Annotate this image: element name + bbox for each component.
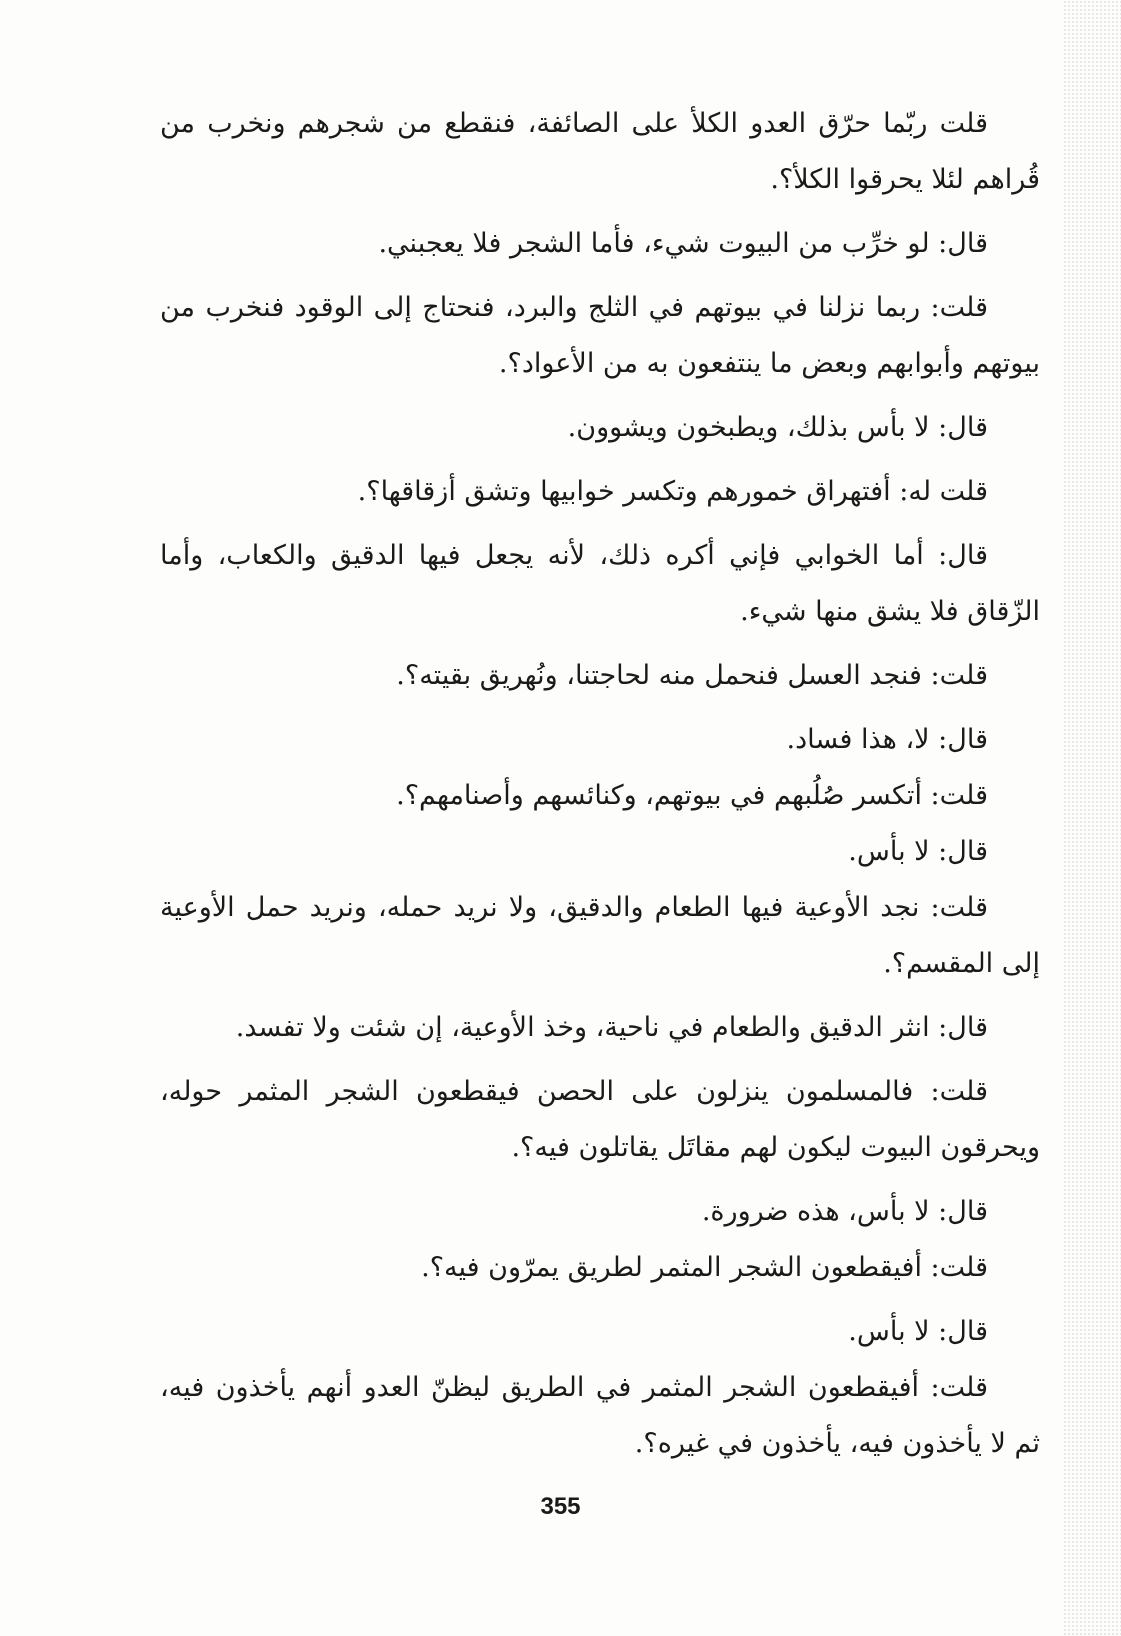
- paragraph: قال: أما الخوابي فإني أكره ذلك، لأنه يجعل فيها الدقيق والكعاب، وأما الزّقاق فلا يشق منها شيء.: [160, 540, 1040, 627]
- paragraph: قال: لا بأس.: [848, 1316, 988, 1347]
- scan-edge-shadow: [1063, 0, 1121, 1636]
- paragraph: قلت: فنجد العسل فنحمل منه لحاجتنا، ونُهريق بقيته؟.: [396, 660, 988, 691]
- paragraph: قلت: ربما نزلنا في بيوتهم في الثلج والبرد، فنحتاج إلى الوقود فنخرب من بيوتهم وأبوابهم وبعض ما ينتفعون به من الأعواد؟.: [160, 292, 1040, 379]
- paragraph: قال: لا بأس بذلك، ويطبخون ويشوون.: [567, 412, 988, 443]
- paragraph: قلت: نجد الأوعية فيها الطعام والدقيق، ولا نريد حمله، ونريد حمل الأوعية إلى المقسم؟.: [160, 892, 1040, 979]
- paragraph: قلت: أفيقطعون الشجر المثمر في الطريق ليظنّ العدو أنهم يأخذون فيه، ثم لا يأخذون فيه، يأخذون في غيره؟.: [160, 1372, 1040, 1459]
- paragraph: قلت: أتكسر صُلُبهم في بيوتهم، وكنائسهم وأصنامهم؟.: [396, 780, 988, 811]
- paragraph: قال: لا بأس.: [848, 836, 988, 867]
- paragraph: قلت ربّما حرّق العدو الكلأ على الصائفة، فنقطع من شجرهم ونخرب من قُراهم لئلا يحرقوا الكلأ؟.: [160, 108, 1040, 195]
- paragraph: قلت: أفيقطعون الشجر المثمر لطريق يمرّون فيه؟.: [421, 1252, 988, 1283]
- paragraph: قلت له: أفتهراق خمورهم وتكسر خوابيها وتشق أزقاقها؟.: [357, 476, 988, 507]
- body-text: [160, 96, 1040, 1480]
- page-number: 355: [540, 1493, 581, 1520]
- paragraph: قلت: فالمسلمون ينزلون على الحصن فيقطعون الشجر المثمر حوله، ويحرقون البيوت ليكون لهم مقاتَل يقاتلون فيه؟.: [160, 1076, 1040, 1163]
- paragraph: قال: انثر الدقيق والطعام في ناحية، وخذ الأوعية، إن شئت ولا تفسد.: [235, 1012, 988, 1043]
- paragraph: قال: لا، هذا فساد.: [786, 724, 988, 755]
- paragraph: قال: لا بأس، هذه ضرورة.: [701, 1196, 988, 1227]
- paragraph: قال: لو خرِّب من البيوت شيء، فأما الشجر فلا يعجبني.: [378, 228, 988, 259]
